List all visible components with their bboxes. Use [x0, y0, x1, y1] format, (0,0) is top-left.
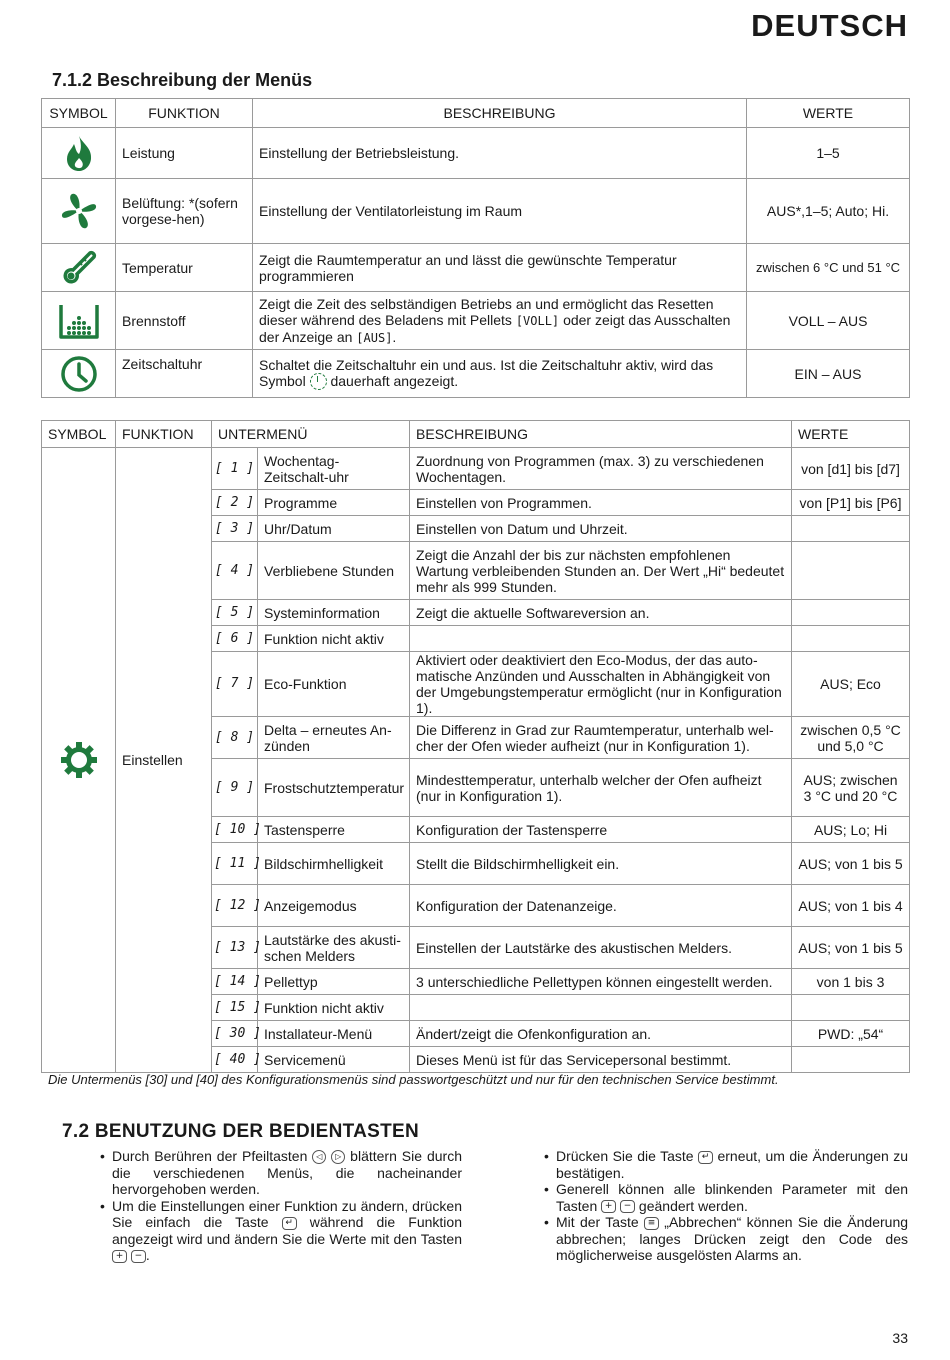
beschreibung-cell: Zeigt die Raumtemperatur an und lässt die gewünschte Temperatur programmieren: [253, 244, 747, 292]
submenu-name: Anzeigemodus: [258, 885, 410, 927]
beschreibung-text: oder zeigt das Ausschalten der Anzeige an: [259, 311, 731, 345]
werte-cell: zwischen 6 °C und 51 °C: [747, 244, 910, 292]
submenu-name: Servicemenü: [258, 1047, 410, 1073]
submenu-description: Zeigt die aktuelle Softwareversion an.: [410, 600, 792, 626]
instruction-text: Mit der Taste: [556, 1214, 639, 1230]
submenu-code: [ 30 ]: [212, 1021, 258, 1047]
submenu-values: von [P1] bis [P6]: [792, 490, 910, 516]
section-title-menus: 7.1.2 Beschreibung der Menüs: [52, 70, 313, 90]
submenu-description: Einstellen von Datum und Uhrzeit.: [410, 516, 792, 542]
instruction-text: während die Funktion angezeigt wird und ändern Sie die Werte mit den Tasten: [112, 1214, 462, 1247]
submenu-values: AUS; Eco: [792, 652, 910, 717]
submenu-name: Systeminformation: [258, 600, 410, 626]
instructions-right-column: [540, 1148, 908, 1264]
clock-icon: [42, 350, 116, 398]
header-symbol: SYMBOL: [42, 421, 116, 448]
werte-cell: 1–5: [747, 128, 910, 179]
submenu-name: Lautstärke des akusti-schen Melders: [258, 927, 410, 969]
header-untermenu: UNTERMENÜ: [212, 421, 410, 448]
display-code-aus: [AUS]: [356, 330, 393, 345]
submenu-code: [ 3 ]: [212, 516, 258, 542]
submenu-code: [ 5 ]: [212, 600, 258, 626]
submenu-name: Wochentag-Zeitschalt-uhr: [258, 448, 410, 490]
table-row: [42, 128, 910, 179]
funktion-cell: Temperatur: [116, 244, 253, 292]
submenu-name: Tastensperre: [258, 817, 410, 843]
settings-table: [41, 420, 910, 1073]
beschreibung-cell: Einstellung der Ventilatorleistung im Raum: [253, 179, 747, 244]
beschreibung-text: Schaltet die Zeitschaltuhr ein und aus. Ist die Zeitschaltuhr aktiv, wird das Symbol: [259, 356, 714, 389]
instruction-text: Durch Berühren der Pfeiltasten: [112, 1148, 308, 1164]
submenu-name: Frostschutztemperatur: [258, 759, 410, 817]
instruction-text: .: [145, 1247, 150, 1263]
submenu-code: [ 15 ]: [212, 995, 258, 1021]
header-symbol: SYMBOL: [42, 99, 116, 128]
submenu-description: Die Differenz in Grad zur Raumtemperatur, unterhalb wel-cher der Ofen wieder aufheizt (nur in Konfiguration 1).: [410, 717, 792, 759]
submenu-code: [ 14 ]: [212, 969, 258, 995]
header-funktion: FUNKTION: [116, 421, 212, 448]
submenu-description: Zeigt die Anzahl der bis zur nächsten empfohlenen Wartung verbleibenden Stunden an. Der Wert „Hi“ bedeutet mehr als 999 Stunden.: [410, 542, 792, 600]
table-row: [42, 292, 910, 350]
instruction-text: geändert werden.: [638, 1197, 748, 1214]
submenu-values: [792, 516, 910, 542]
header-beschreibung: BESCHREIBUNG: [253, 99, 747, 128]
submenu-name: Funktion nicht aktiv: [258, 995, 410, 1021]
plus-key-icon: +: [112, 1250, 127, 1263]
submenu-code: [ 40 ]: [212, 1047, 258, 1073]
submenu-name: Eco-Funktion: [258, 652, 410, 717]
enter-key-icon: ↵: [698, 1151, 713, 1164]
list-item: [540, 1214, 908, 1264]
pellet-tank-icon: [42, 292, 116, 350]
arrow-left-key-icon: ◁: [312, 1150, 326, 1164]
submenu-description: Aktiviert oder deaktiviert den Eco-Modus, der das auto-matische Anzünden und Ausschalten in Abhängigkeit von der Umgebungstemperatur ermöglicht (nur in Konfiguration 1).: [410, 652, 792, 717]
submenu-name: Delta – erneutes An-zünden: [258, 717, 410, 759]
enter-key-icon: ↵: [282, 1217, 297, 1230]
submenu-values: [792, 600, 910, 626]
header-beschreibung: BESCHREIBUNG: [410, 421, 792, 448]
submenu-values: AUS; von 1 bis 5: [792, 927, 910, 969]
submenu-description: [410, 995, 792, 1021]
timer-icon: [310, 373, 327, 390]
submenu-description: Einstellen der Lautstärke des akustischen Melders.: [410, 927, 792, 969]
submenu-values: [792, 995, 910, 1021]
submenu-name: Programme: [258, 490, 410, 516]
submenu-values: zwischen 0,5 °C und 5,0 °C: [792, 717, 910, 759]
funktion-cell: Zeitschaltuhr: [116, 350, 253, 398]
arrow-right-key-icon: ▷: [331, 1150, 345, 1164]
list-item: [96, 1148, 462, 1198]
submenu-name: Funktion nicht aktiv: [258, 626, 410, 652]
submenu-code: [ 11 ]: [212, 843, 258, 885]
beschreibung-cell: Zeigt die Zeit des selbständigen Betriebs an und ermöglicht das Resetten dieser während des Beladens mit Pellets [VOLL] oder zeigt das Ausschalten der Anzeige an [AUS].: [253, 292, 747, 350]
submenu-values: AUS; zwischen 3 °C und 20 °C: [792, 759, 910, 817]
submenu-code: [ 10 ]: [212, 817, 258, 843]
submenu-code: [ 2 ]: [212, 490, 258, 516]
submenu-name: Bildschirmhelligkeit: [258, 843, 410, 885]
beschreibung-text: dauerhaft angezeigt.: [330, 372, 459, 389]
submenu-code: [ 4 ]: [212, 542, 258, 600]
instruction-text: blättern Sie durch die verschiedenen Menüs, die nacheinander hervorgehoben werden.: [112, 1148, 462, 1197]
table-header-row: [42, 99, 910, 128]
table-row: [42, 244, 910, 292]
instruction-text: Um die Einstellungen einer Funktion zu ändern, drücken Sie einfach die Taste: [112, 1197, 462, 1230]
submenu-values: AUS; von 1 bis 5: [792, 843, 910, 885]
submenu-values: von [d1] bis [d7]: [792, 448, 910, 490]
submenu-description: Dieses Menü ist für das Servicepersonal bestimmt.: [410, 1047, 792, 1073]
werte-cell: EIN – AUS: [747, 350, 910, 398]
table-header-row: [42, 421, 910, 448]
instruction-text: Generell können alle blinkenden Parameter mit den Tasten: [556, 1181, 908, 1214]
flame-icon: [42, 128, 116, 179]
submenu-description: Konfiguration der Tastensperre: [410, 817, 792, 843]
submenu-values: PWD: „54“: [792, 1021, 910, 1047]
funktion-cell: Leistung: [116, 128, 253, 179]
submenu-code: [ 6 ]: [212, 626, 258, 652]
submenu-code: [ 9 ]: [212, 759, 258, 817]
werte-cell: VOLL – AUS: [747, 292, 910, 350]
submenu-description: [410, 626, 792, 652]
submenu-description: 3 unterschiedliche Pellettypen können eingestellt werden.: [410, 969, 792, 995]
submenu-values: von 1 bis 3: [792, 969, 910, 995]
beschreibung-cell: [253, 350, 747, 398]
submenu-name: Installateur-Menü: [258, 1021, 410, 1047]
header-werte: WERTE: [792, 421, 910, 448]
instruction-text: Drücken Sie die Taste: [556, 1148, 694, 1164]
page-number: 33: [892, 1330, 908, 1346]
section-title-buttons: 7.2 BENUTZUNG DER BEDIENTASTEN: [62, 1121, 420, 1142]
submenu-description: Konfiguration der Datenanzeige.: [410, 885, 792, 927]
submenu-values: [792, 1047, 910, 1073]
funktion-cell: Einstellen: [116, 448, 212, 1073]
submenu-code: [ 12 ]: [212, 885, 258, 927]
minus-key-icon: −: [131, 1250, 146, 1263]
table-row: [42, 179, 910, 244]
list-item: [540, 1181, 908, 1214]
plus-key-icon: +: [601, 1200, 616, 1213]
header-werte: WERTE: [747, 99, 910, 128]
submenu-values: [792, 542, 910, 600]
list-item: [540, 1148, 908, 1181]
beschreibung-cell: Einstellung der Betriebsleistung.: [253, 128, 747, 179]
instruction-text: erneut, um die Änderungen zu bestätigen.: [556, 1148, 908, 1181]
submenu-code: [ 1 ]: [212, 448, 258, 490]
submenu-description: Stellt die Bildschirmhelligkeit ein.: [410, 843, 792, 885]
table-row: [42, 350, 910, 398]
instruction-text: „Abbrechen“ können Sie die Änderung abbrechen; langes Drücken zeigt den Code des möglicherweise ausgelösten Alarms an.: [556, 1214, 909, 1263]
submenu-description: Zuordnung von Programmen (max. 3) zu verschiedenen Wochentagen.: [410, 448, 792, 490]
submenu-name: Pellettyp: [258, 969, 410, 995]
thermometer-icon: [42, 244, 116, 292]
submenu-code: [ 8 ]: [212, 717, 258, 759]
submenu-name: Verbliebene Stunden: [258, 542, 410, 600]
werte-cell: AUS*,1–5; Auto; Hi.: [747, 179, 910, 244]
submenu-values: AUS; Lo; Hi: [792, 817, 910, 843]
submenu-description: Ändert/zeigt die Ofenkonfiguration an.: [410, 1021, 792, 1047]
cancel-key-icon: ≡: [644, 1217, 659, 1230]
fan-icon: [42, 179, 116, 244]
submenu-description: Mindesttemperatur, unterhalb welcher der Ofen aufheizt (nur in Konfiguration 1).: [410, 759, 792, 817]
minus-key-icon: −: [620, 1200, 635, 1213]
funktion-cell: Brennstoff: [116, 292, 253, 350]
submenu-values: AUS; von 1 bis 4: [792, 885, 910, 927]
table-footnote: Die Untermenüs [30] und [40] des Konfigurationsmenüs sind passwortgeschützt und nur für den technischen Service bestimmt.: [48, 1072, 779, 1087]
funktion-cell: Belüftung: *(sofern vorgese-hen): [116, 179, 253, 244]
table-row: [42, 448, 910, 490]
gear-icon: [42, 448, 116, 1073]
submenu-code: [ 13 ]: [212, 927, 258, 969]
language-heading: DEUTSCH: [751, 8, 908, 43]
submenu-description: Einstellen von Programmen.: [410, 490, 792, 516]
instructions-left-column: [96, 1148, 462, 1264]
beschreibung-text: Zeigt die Zeit des selbständigen Betriebs an und ermöglicht das Resetten dieser während des Beladens mit Pellets: [259, 295, 714, 328]
submenu-name: Uhr/Datum: [258, 516, 410, 542]
header-funktion: FUNKTION: [116, 99, 253, 128]
display-code-voll: [VOLL]: [515, 313, 560, 328]
submenu-values: [792, 626, 910, 652]
submenu-code: [ 7 ]: [212, 652, 258, 717]
menu-table: [41, 98, 910, 398]
list-item: [96, 1198, 462, 1264]
